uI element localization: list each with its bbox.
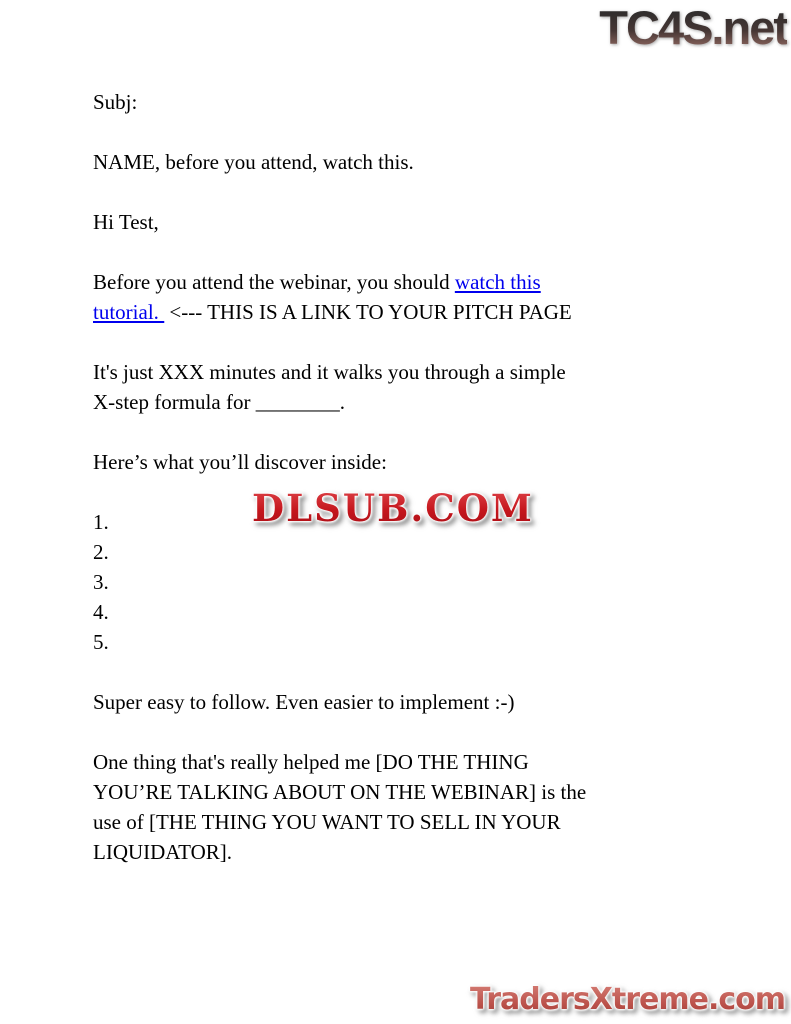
closing-line3: use of [THE THING YOU WANT TO SELL IN YOUR bbox=[93, 810, 561, 834]
tc4s-watermark: TC4S.net bbox=[599, 1, 787, 54]
easy-to-follow-line: Super easy to follow. Even easier to implement :-) bbox=[93, 690, 515, 714]
closing-line1: One thing that's really helped me [DO THE THING bbox=[93, 750, 529, 774]
closing-paragraph bbox=[93, 747, 718, 867]
list-item-4: 4. bbox=[93, 600, 109, 624]
dlsub-watermark: DLSUB.COM bbox=[252, 486, 534, 530]
webinar-text-before-link: Before you attend the webinar, you should bbox=[93, 270, 455, 294]
closing-line2: YOU’RE TALKING ABOUT ON THE WEBINAR] is the bbox=[93, 780, 587, 804]
watch-tutorial-link-line1: watch this bbox=[454, 270, 541, 294]
greeting-line: Hi Test, bbox=[93, 210, 159, 234]
list-item-3: 3. bbox=[93, 570, 109, 594]
webinar-text-after-link: <--- THIS IS A LINK TO YOUR PITCH PAGE bbox=[164, 300, 572, 324]
preheader-line: NAME, before you attend, watch this. bbox=[93, 150, 414, 174]
tutorial-length-line1: It's just XXX minutes and it walks you through a simple bbox=[93, 360, 566, 384]
tradersxtreme-watermark: TradersXtreme.com bbox=[470, 980, 785, 1020]
watch-tutorial-link-line2: tutorial. bbox=[93, 300, 165, 324]
discover-heading: Here’s what you’ll discover inside: bbox=[93, 450, 387, 474]
tutorial-length-paragraph bbox=[93, 357, 718, 417]
list-item-1: 1. bbox=[93, 510, 109, 534]
closing-line4: LIQUIDATOR]. bbox=[93, 840, 233, 864]
list-item-5: 5. bbox=[93, 630, 109, 654]
subject-line: Subj: bbox=[93, 90, 138, 114]
webinar-paragraph bbox=[93, 267, 718, 327]
tutorial-length-line2: X-step formula for ________. bbox=[93, 390, 345, 414]
list-item-2: 2. bbox=[93, 540, 109, 564]
